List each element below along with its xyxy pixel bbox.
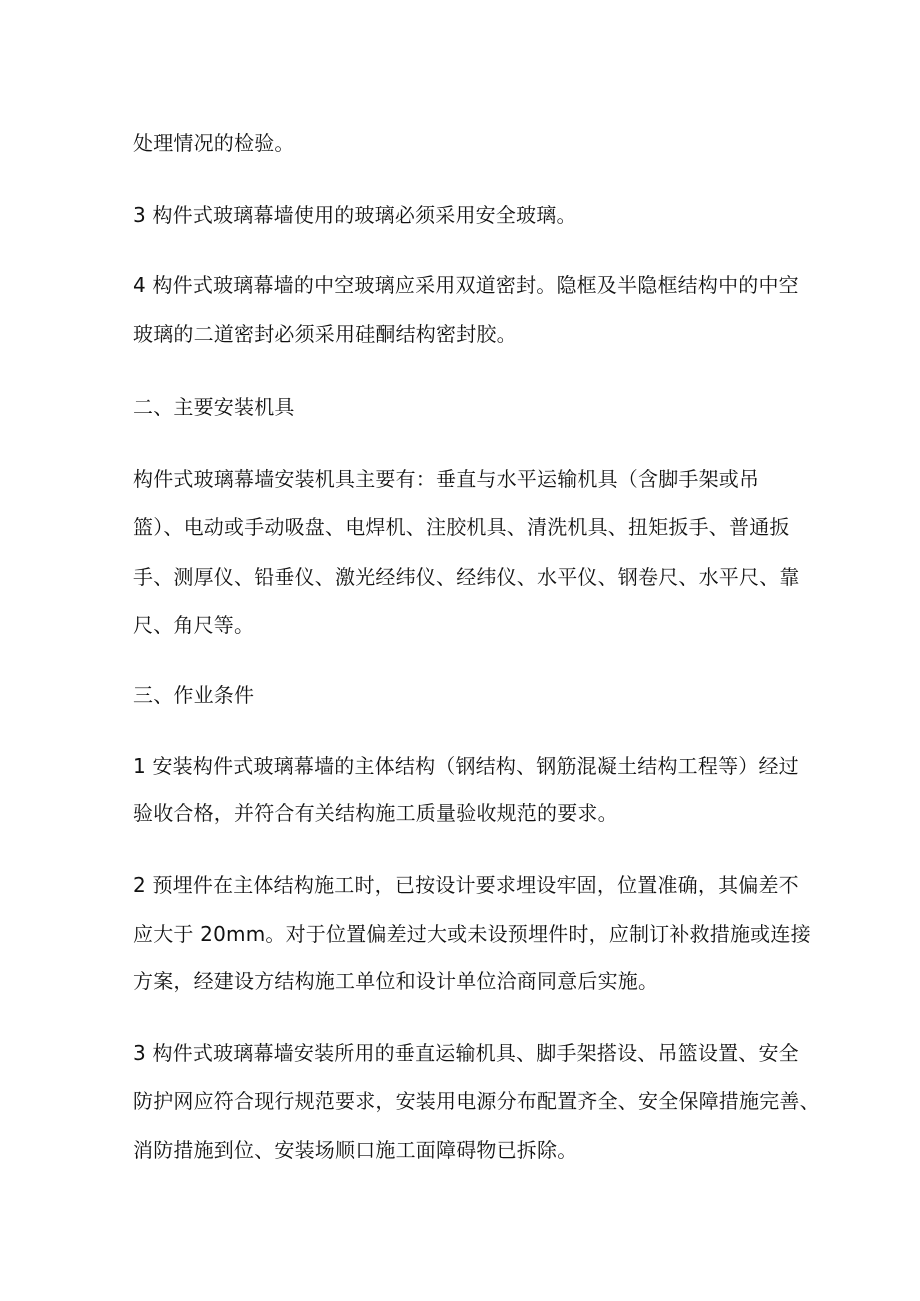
paragraph-line: 1 安装构件式玻璃幕墙的主体结构（钢结构、钢筋混凝土结构工程等）经过	[133, 754, 799, 778]
paragraph-line: 3 构件式玻璃幕墙使用的玻璃必须采用安全玻璃。	[133, 203, 577, 227]
paragraph-line: 尺、角尺等。	[133, 613, 255, 637]
paragraph-line: 3 构件式玻璃幕墙安装所用的垂直运输机具、脚手架搭设、吊篮设置、安全	[133, 1041, 799, 1065]
paragraph-line: 方案，经建设方结构施工单位和设计单位洽商同意后实施。	[133, 969, 659, 993]
section-heading: 二、主要安装机具	[133, 395, 295, 419]
paragraph-line: 手、测厚仪、铅垂仪、激光经纬仪、经纬仪、水平仪、钢卷尺、水平尺、靠	[133, 565, 800, 589]
paragraph-line: 2 预埋件在主体结构施工时，已按设计要求埋设牢固，位置准确，其偏差不	[133, 873, 799, 897]
paragraph-line: 构件式玻璃幕墙安装机具主要有：垂直与水平运输机具（含脚手架或吊	[133, 467, 760, 491]
paragraph-line: 4 构件式玻璃幕墙的中空玻璃应采用双道密封。隐框及半隐框结构中的中空	[133, 273, 799, 297]
paragraph-line: 玻璃的二道密封必须采用硅酮结构密封胶。	[133, 322, 517, 346]
paragraph-line: 处理情况的检验。	[133, 131, 295, 155]
paragraph-line: 验收合格，并符合有关结构施工质量验收规范的要求。	[133, 801, 618, 825]
paragraph-line: 消防措施到位、安装场顺口施工面障碍物已拆除。	[133, 1138, 578, 1162]
paragraph-line: 防护网应符合现行规范要求，安装用电源分布配置齐全、安全保障措施完善、	[133, 1089, 820, 1113]
paragraph-line: 应大于 20mm。对于位置偏差过大或未设预埋件时，应制订补救措施或连接	[133, 922, 811, 946]
paragraph-line: 篮）、电动或手动吸盘、电焊机、注胶机具、清洗机具、扭矩扳手、普通扳	[133, 515, 790, 539]
section-heading: 三、作业条件	[133, 683, 255, 707]
